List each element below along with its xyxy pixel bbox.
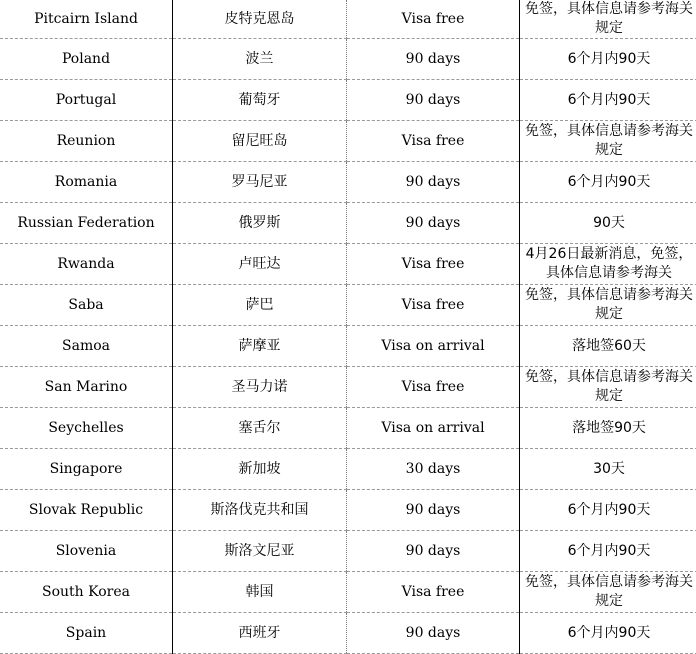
- visa-policy-cell: Visa on arrival: [347, 326, 520, 367]
- country-chinese-name-cell: 新加坡: [173, 449, 347, 490]
- visa-note-cell: 4月26日最新消息，免签，具体信息请参考海关: [520, 244, 696, 285]
- visa-policy-cell: Visa free: [347, 572, 520, 613]
- country-chinese-name-cell: 卢旺达: [173, 244, 347, 285]
- visa-policy-cell: 90 days: [347, 531, 520, 572]
- visa-note-cell: 免签，具体信息请参考海关规定: [520, 285, 696, 326]
- country-name-cell: Slovak Republic: [0, 490, 173, 531]
- visa-policy-cell: Visa free: [347, 0, 520, 39]
- country-chinese-name-cell: 韩国: [173, 572, 347, 613]
- visa-policy-cell: 30 days: [347, 449, 520, 490]
- country-name-cell: Seychelles: [0, 408, 173, 449]
- table-row: [0, 490, 696, 531]
- country-name-cell: Slovenia: [0, 531, 173, 572]
- country-chinese-name-cell: 留尼旺岛: [173, 121, 347, 162]
- country-chinese-name-cell: 萨摩亚: [173, 326, 347, 367]
- country-chinese-name-cell: 西班牙: [173, 613, 347, 654]
- table-row: [0, 449, 696, 490]
- country-name-cell: Rwanda: [0, 244, 173, 285]
- country-name-cell: Pitcairn Island: [0, 0, 173, 39]
- country-name-cell: Singapore: [0, 449, 173, 490]
- visa-note-cell: 免签，具体信息请参考海关规定: [520, 367, 696, 408]
- visa-policy-cell: Visa on arrival: [347, 408, 520, 449]
- table-row: [0, 80, 696, 121]
- table-row: [0, 203, 696, 244]
- table-row: [0, 162, 696, 203]
- visa-note-cell: 90天: [520, 203, 696, 244]
- country-chinese-name-cell: 皮特克恩岛: [173, 0, 347, 39]
- visa-policy-cell: Visa free: [347, 244, 520, 285]
- table-row: [0, 285, 696, 326]
- country-name-cell: Romania: [0, 162, 173, 203]
- table-row: [0, 39, 696, 80]
- table-row: [0, 121, 696, 162]
- country-chinese-name-cell: 萨巴: [173, 285, 347, 326]
- visa-note-cell: 30天: [520, 449, 696, 490]
- table-row: [0, 572, 696, 613]
- visa-note-cell: 落地签90天: [520, 408, 696, 449]
- table-row: [0, 244, 696, 285]
- visa-note-cell: 免签，具体信息请参考海关规定: [520, 572, 696, 613]
- visa-note-cell: 6个月内90天: [520, 613, 696, 654]
- country-name-cell: Poland: [0, 39, 173, 80]
- visa-policy-cell: Visa free: [347, 367, 520, 408]
- table-row: [0, 326, 696, 367]
- country-chinese-name-cell: 俄罗斯: [173, 203, 347, 244]
- country-name-cell: Samoa: [0, 326, 173, 367]
- visa-note-cell: 免签，具体信息请参考海关规定: [520, 0, 696, 39]
- table-row: [0, 367, 696, 408]
- visa-note-cell: 免签，具体信息请参考海关规定: [520, 121, 696, 162]
- country-chinese-name-cell: 葡萄牙: [173, 80, 347, 121]
- table-row: [0, 408, 696, 449]
- country-chinese-name-cell: 斯洛伐克共和国: [173, 490, 347, 531]
- country-name-cell: Spain: [0, 613, 173, 654]
- country-name-cell: South Korea: [0, 572, 173, 613]
- country-name-cell: Portugal: [0, 80, 173, 121]
- visa-note-cell: 6个月内90天: [520, 162, 696, 203]
- visa-policy-cell: Visa free: [347, 285, 520, 326]
- visa-note-cell: 落地签60天: [520, 326, 696, 367]
- country-chinese-name-cell: 圣马力诺: [173, 367, 347, 408]
- visa-policy-cell: Visa free: [347, 121, 520, 162]
- country-chinese-name-cell: 斯洛文尼亚: [173, 531, 347, 572]
- visa-note-cell: 6个月内90天: [520, 80, 696, 121]
- table-row: [0, 0, 696, 39]
- country-name-cell: San Marino: [0, 367, 173, 408]
- visa-policy-cell: 90 days: [347, 39, 520, 80]
- table-row: [0, 531, 696, 572]
- country-chinese-name-cell: 塞舌尔: [173, 408, 347, 449]
- country-chinese-name-cell: 罗马尼亚: [173, 162, 347, 203]
- country-name-cell: Reunion: [0, 121, 173, 162]
- visa-policy-cell: 90 days: [347, 203, 520, 244]
- country-name-cell: Russian Federation: [0, 203, 173, 244]
- visa-note-cell: 6个月内90天: [520, 490, 696, 531]
- visa-policy-cell: 90 days: [347, 162, 520, 203]
- visa-note-cell: 6个月内90天: [520, 39, 696, 80]
- visa-policy-cell: 90 days: [347, 613, 520, 654]
- visa-note-cell: 6个月内90天: [520, 531, 696, 572]
- country-name-cell: Saba: [0, 285, 173, 326]
- visa-policy-cell: 90 days: [347, 490, 520, 531]
- country-chinese-name-cell: 波兰: [173, 39, 347, 80]
- visa-policy-cell: 90 days: [347, 80, 520, 121]
- table-row: [0, 613, 696, 654]
